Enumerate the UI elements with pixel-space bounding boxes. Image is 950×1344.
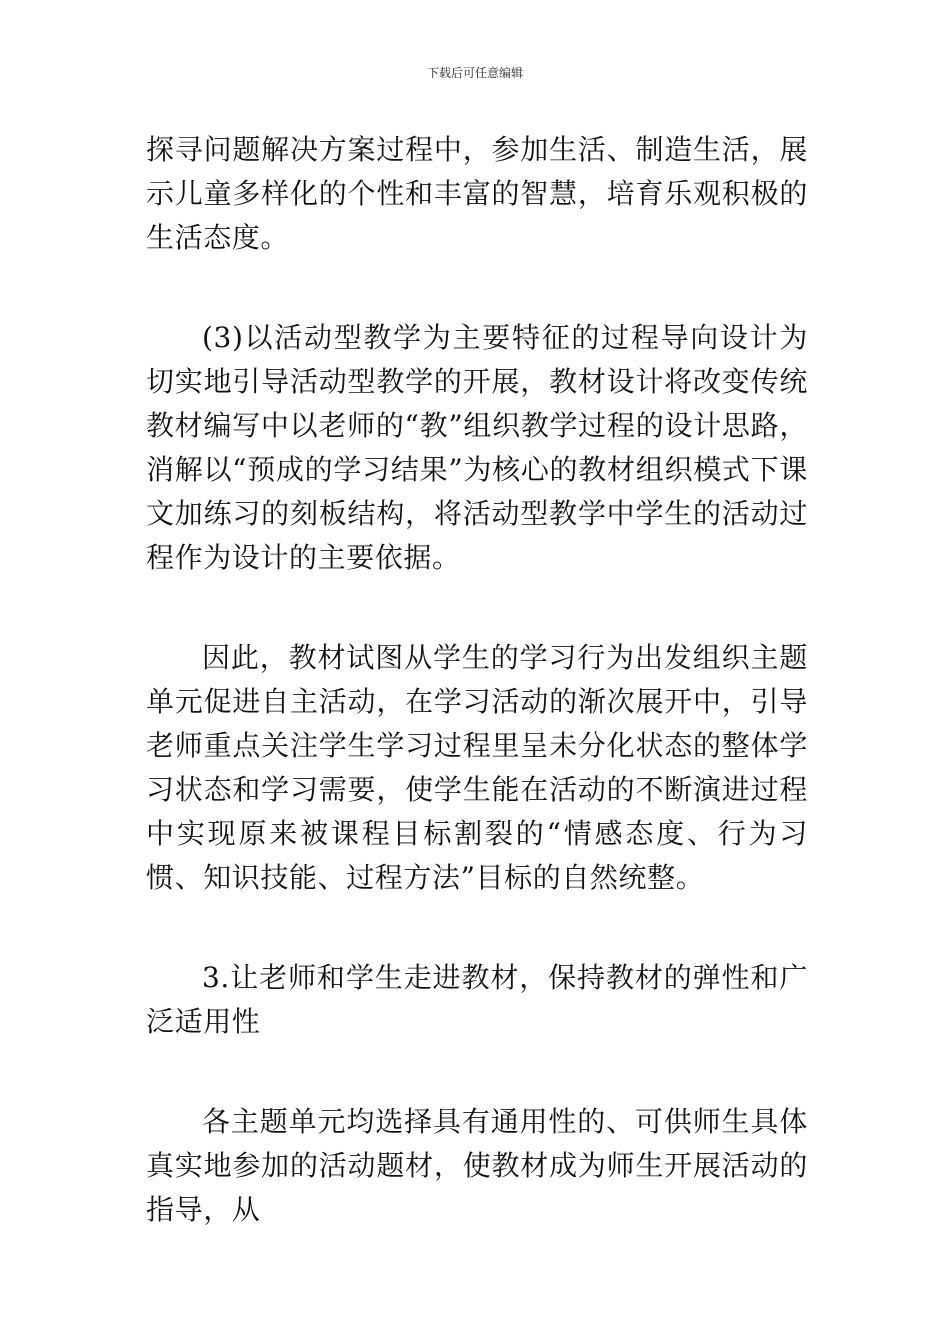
paragraph-5: 各主题单元均选择具有通用性的、可供师生具体真实地参加的活动题材，使教材成为师生开展活动的指导，从 bbox=[146, 1105, 808, 1226]
paragraph-1: 探寻问题解决方案过程中，参加生活、制造生活，展示儿童多样化的个性和丰富的智慧，培育乐观积极的生活态度。 bbox=[146, 133, 808, 254]
document-body bbox=[146, 128, 808, 1232]
paragraph-3: 因此，教材试图从学生的学习行为出发组织主题单元促进自主活动，在学习活动的渐次展开中，引导老师重点关注学生学习过程里呈未分化状态的整体学习状态和学习需要，使学生能在活动的不断演进过程中实现原来被课程目标割裂的“情感态度、行为习惯、知识技能、过程方法”目标的自然统整。 bbox=[146, 641, 808, 894]
paragraph-2: (3)以活动型教学为主要特征的过程导向设计为切实地引导活动型教学的开展，教材设计将改变传统教材编写中以老师的“教”组织教学过程的设计思路，消解以“预成的学习结果”为核心的教材组织模式下课文加练习的刻板结构，将活动型教学中学生的活动过程作为设计的主要依据。 bbox=[146, 321, 808, 574]
paragraph-spacer bbox=[146, 900, 808, 956]
section-heading: 3.让老师和学生走进教材，保持教材的弹性和广泛适用性 bbox=[146, 961, 808, 1038]
paragraph-spacer bbox=[146, 580, 808, 636]
paragraph-spacer bbox=[146, 260, 808, 316]
page-header: 下载后可任意编辑 bbox=[426, 66, 523, 80]
paragraph-spacer bbox=[146, 1044, 808, 1100]
